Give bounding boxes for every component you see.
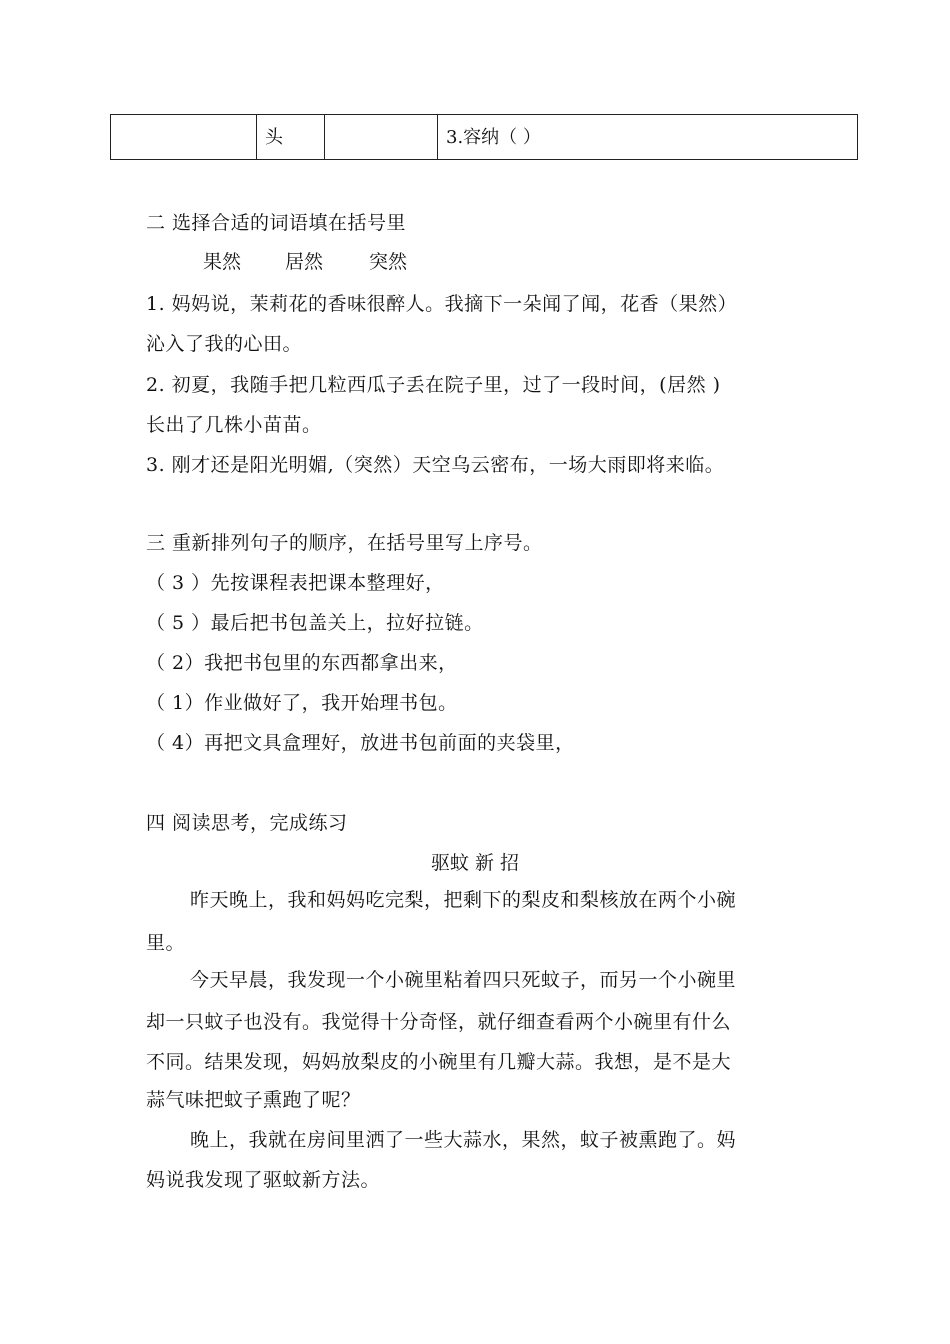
- table-cell: [111, 115, 257, 160]
- word-option: 居然: [285, 251, 324, 273]
- article-line: 妈说我发现了驱蚊新方法。: [146, 1169, 381, 1191]
- fill-item-line: 长出了几株小苗苗。: [146, 414, 322, 436]
- fill-item-line: 沁入了我的心田。: [146, 333, 303, 355]
- order-item: （ 5 ）最后把书包盖关上，拉好拉链。: [146, 612, 484, 634]
- section2-title: 二 选择合适的词语填在括号里: [146, 212, 407, 234]
- article-line: 不同。结果发现，妈妈放梨皮的小碗里有几瓣大蒜。我想，是不是大: [146, 1051, 732, 1073]
- section3-title: 三 重新排列句子的顺序，在括号里写上序号。: [146, 532, 543, 554]
- article-title: 驱蚊 新 招: [430, 852, 520, 874]
- table-cell: 3.容纳（ ）: [438, 115, 858, 160]
- word-option: 突然: [369, 251, 408, 273]
- article-line: 今天早晨，我发现一个小碗里粘着四只死蚊子，而另一个小碗里: [190, 969, 737, 991]
- article-line: 晚上，我就在房间里洒了一些大蒜水，果然，蚊子被熏跑了。妈: [190, 1129, 737, 1151]
- fill-item-line: 1. 妈妈说，茉莉花的香味很醉人。我摘下一朵闻了闻，花香（果然）: [146, 293, 738, 315]
- fill-item-line: 2. 初夏，我随手把几粒西瓜子丢在院子里，过了一段时间，(居然 ): [146, 374, 721, 396]
- word-option: 果然: [203, 251, 242, 273]
- article-line: 却一只蚊子也没有。我觉得十分奇怪，就仔细查看两个小碗里有什么: [146, 1011, 732, 1033]
- vocab-table: [110, 114, 858, 160]
- order-item: （ 3 ）先按课程表把课本整理好，: [146, 572, 445, 594]
- table-cell: 头: [257, 115, 325, 160]
- fill-item-line: 3. 刚才还是阳光明媚,（突然）天空乌云密布，一场大雨即将来临。: [146, 454, 725, 476]
- table-cell: [325, 115, 438, 160]
- article-line: 昨天晚上，我和妈妈吃完梨，把剩下的梨皮和梨核放在两个小碗: [190, 889, 737, 911]
- order-item: （ 1）作业做好了，我开始理书包。: [146, 692, 458, 714]
- article-line: 里。: [146, 932, 186, 954]
- order-item: （ 4）再把文具盒理好，放进书包前面的夹袋里，: [146, 732, 575, 754]
- table-row: [111, 115, 858, 160]
- section4-title: 四 阅读思考，完成练习: [146, 812, 348, 834]
- article-line: 蒜气味把蚊子熏跑了呢？: [146, 1089, 361, 1111]
- order-item: （ 2）我把书包里的东西都拿出来，: [146, 652, 458, 674]
